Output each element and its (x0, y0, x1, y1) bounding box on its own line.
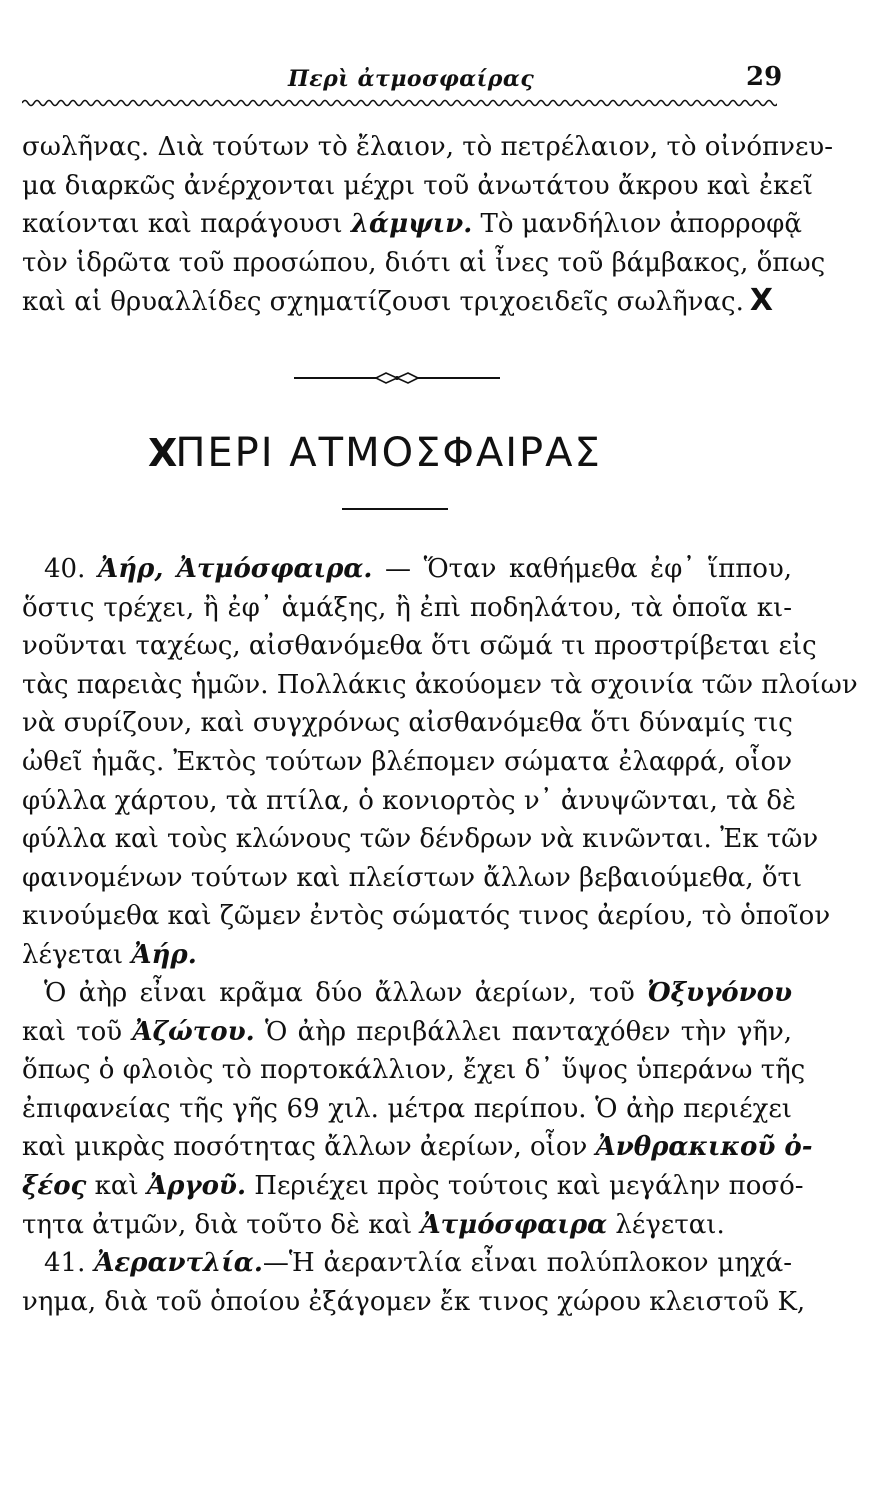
text-line: ὅπως ὁ φλοιὸς τὸ πορτοκάλλιον, ἔχει δ᾽ ὕψος ὑπεράνω τῆς (22, 1055, 806, 1086)
text-line: νημα, διὰ τοῦ ὁποίου ἐξάγομεν ἔκ τινος χώρου κλειστοῦ Κ, (22, 1286, 806, 1317)
paragraph-41 (22, 1244, 806, 1321)
text-span: καὶ αἱ θρυαλλίδες σχηματίζουσι τριχοειδεῖς σωλῆνας. (22, 287, 744, 318)
text-line (22, 974, 792, 1013)
text-span: καὶ μικρὰς ποσότητας ἄλλων ἀερίων, οἷον (22, 1132, 588, 1163)
text-line (22, 1206, 792, 1245)
text-span: λέγεται (22, 939, 124, 970)
text-line: ὠθεῖ ἡμᾶς. Ἐκτὸς τούτων βλέπομεν σώματα ἐλαφρά, οἷον (22, 746, 792, 777)
handwritten-x-mark: X (148, 431, 180, 475)
running-head-title: Περὶ ἀτμοσφαίρας (288, 66, 535, 92)
text-line: τὸν ἱδρῶτα τοῦ προσώπου, διότι αἱ ἶνες τοῦ βάμβακος, ὅπως (22, 247, 826, 278)
ornament-divider (294, 368, 500, 388)
text-line: τὰς παρειὰς ἡμῶν. Πολλάκις ἀκούομεν τὰ σχοινία τῶν πλοίων (22, 669, 858, 700)
text-line (22, 1128, 813, 1167)
text-span: λέγεται. (615, 1209, 725, 1240)
text-line (22, 1013, 792, 1052)
bold-term-oxygen: Ὀξυγόνου (647, 978, 793, 1008)
continuation-paragraph (22, 128, 834, 321)
bold-term-argon: Ἀργοῦ. (146, 1170, 246, 1201)
bold-term-carbonic: Ἀνθρακικοῦ ὀ- (595, 1132, 813, 1163)
section-heading (148, 430, 602, 476)
bold-term-atmosphere: Ἀτμόσφαιρα (420, 1209, 608, 1240)
text-line: νὰ συρίζουν, καὶ συγχρόνως αἰσθανόμεθα ὅτι δύναμίς τις (22, 708, 793, 739)
heading-underline (342, 508, 448, 510)
bold-term-lampsin: λάμψιν. (350, 209, 473, 240)
paragraph-number: 41. (44, 1248, 86, 1278)
paragraph-title: Ἀεραντλία. (94, 1248, 263, 1278)
paragraph-air-composition (22, 974, 813, 1244)
text-line: νοῦνται ταχέως, αἰσθανόμεθα ὅτι σῶμά τι προστρίβεται εἰς (22, 631, 817, 662)
text-line: ὅστις τρέχει, ἢ ἐφ᾽ ἁμάξης, ἢ ἐπὶ ποδηλάτου, τὰ ὁποῖα κι- (22, 592, 792, 623)
text-span: —Ἡ ἀεραντλία εἶναι πολύπλοκον μηχά- (262, 1248, 792, 1278)
text-span: καὶ (94, 1170, 139, 1201)
handwritten-x-mark: X (749, 283, 773, 319)
text-line: μα διαρκῶς ἀνέρχονται μέχρι τοῦ ἀνωτάτου ἄκρου καὶ ἐκεῖ (22, 170, 813, 201)
text-span: τητα ἀτμῶν, διὰ τοῦτο δὲ καὶ (22, 1209, 413, 1240)
text-line: σωλῆνας. Διὰ τούτων τὸ ἔλαιον, τὸ πετρέλαιον, τὸ οἰνόπνευ- (22, 132, 834, 162)
text-span: καίονται καὶ παράγουσι (22, 209, 343, 240)
text-span: Τὸ μανδήλιον ἀπορροφᾷ (480, 209, 802, 240)
text-span: καὶ τοῦ (22, 1016, 123, 1047)
text-line: κινούμεθα καὶ ζῶμεν ἐντὸς σώματός τινος ἀερίου, τὸ ὁποῖον (22, 901, 831, 932)
text-span: Ὁ ἀὴρ εἶναι κρᾶμα δύο ἄλλων ἀερίων, τοῦ (44, 978, 635, 1008)
text-line: φύλλα καὶ τοὺς κλώνους τῶν δένδρων νὰ κινῶνται. Ἐκ τῶν (22, 824, 819, 855)
bold-term-aer: Ἀήρ. (131, 939, 197, 970)
text-line: φαινομένων τούτων καὶ πλείστων ἄλλων βεβαιούμεθα, ὅτι (22, 862, 803, 893)
paragraph-title: Ἀήρ, Ἀτμόσφαιρα. (97, 554, 373, 584)
heading-text: ΠΕΡΙ ΑΤΜΟΣΦΑΙΡΑΣ (175, 430, 602, 476)
text-line (22, 1167, 804, 1206)
page-number: 29 (746, 62, 783, 92)
text-line (22, 1244, 792, 1283)
paragraph-40 (22, 550, 858, 975)
text-span: Περιέχει πρὸς τούτοις καὶ μεγάλην ποσό- (254, 1170, 804, 1201)
bold-term-nitrogen: Ἀζώτου. (132, 1016, 255, 1047)
text-line (22, 550, 792, 589)
text-line (22, 936, 792, 975)
paragraph-number: 40. (44, 554, 86, 584)
text-span: — Ὅταν καθήμεθα ἐφ᾽ ἵππου, (385, 554, 793, 584)
header-wavy-rule (22, 96, 777, 110)
bold-term-acid: ξέος (22, 1170, 87, 1201)
text-line (22, 205, 802, 244)
text-line: ἐπιφανείας τῆς γῆς 69 χιλ. μέτρα περίπου. Ὁ ἀὴρ περιέχει (22, 1093, 792, 1124)
text-line: φύλλα χάρτου, τὰ πτίλα, ὁ κονιορτὸς ν᾽ ἀνυψῶνται, τὰ δὲ (22, 785, 796, 816)
text-span: Ὁ ἀὴρ περιβάλλει πανταχόθεν τὴν γῆν, (264, 1016, 793, 1047)
text-line (22, 282, 792, 321)
